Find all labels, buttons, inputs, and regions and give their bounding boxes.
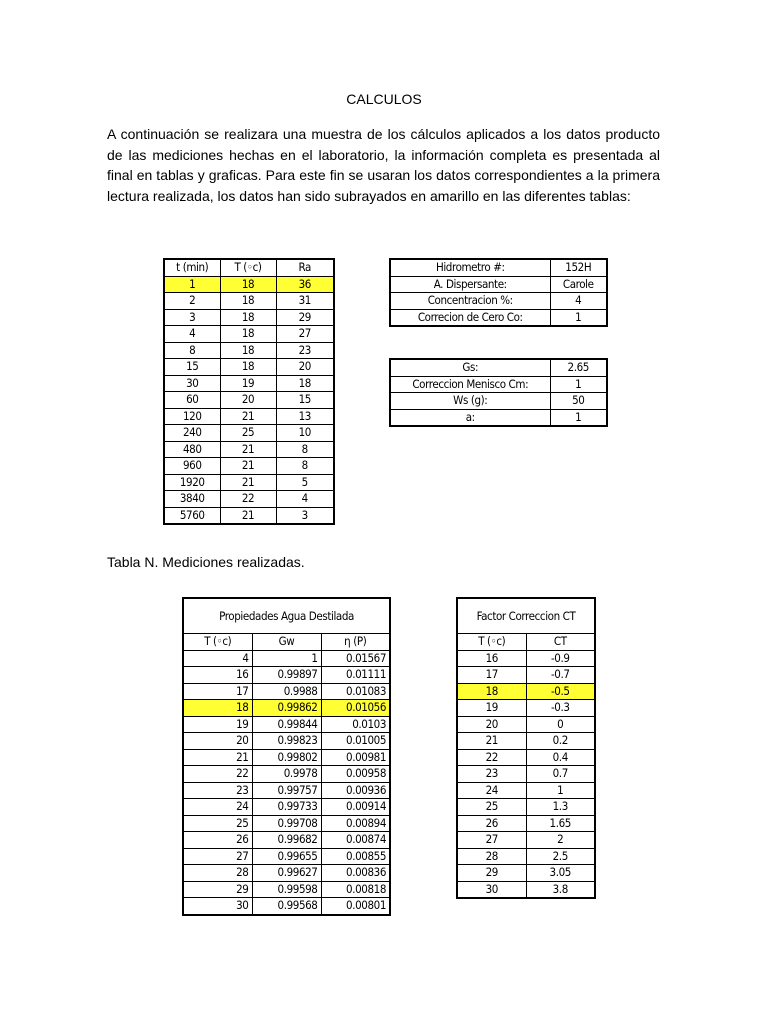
time-cell: 240 xyxy=(164,425,220,442)
table-row xyxy=(457,733,595,750)
water-table-title: Propiedades Agua Destilada xyxy=(183,598,390,634)
temperature-cell: 18 xyxy=(220,359,276,376)
temperature-cell: 21 xyxy=(220,408,276,425)
reading-cell: 5 xyxy=(276,474,334,491)
table-row xyxy=(183,766,390,783)
temperature-cell: 26 xyxy=(183,832,252,849)
gw-cell: 0.9988 xyxy=(252,683,321,700)
gw-cell: 0.99627 xyxy=(252,865,321,882)
ct-cell: -0.3 xyxy=(526,700,595,717)
parameter-label: Gs: xyxy=(390,359,550,376)
ct-correction-table xyxy=(456,597,596,899)
temperature-cell: 19 xyxy=(183,716,252,733)
temperature-cell: 25 xyxy=(220,425,276,442)
gw-cell: 0.99598 xyxy=(252,881,321,898)
temperature-cell: 17 xyxy=(457,667,526,684)
temperature-cell: 19 xyxy=(457,700,526,717)
measurements-table xyxy=(163,258,335,525)
parameter-value: Carole xyxy=(550,276,607,293)
table-row xyxy=(457,815,595,832)
parameter-label: Hidrometro #: xyxy=(390,259,550,276)
ct-cell: 0 xyxy=(526,716,595,733)
table-row xyxy=(183,815,390,832)
temperature-cell: 21 xyxy=(220,507,276,524)
temperature-cell: 16 xyxy=(183,667,252,684)
temperature-cell: 18 xyxy=(220,276,276,293)
temperature-cell: 26 xyxy=(457,815,526,832)
table-row xyxy=(164,309,334,326)
temperature-cell: 19 xyxy=(220,375,276,392)
temperature-cell: 21 xyxy=(220,441,276,458)
gw-cell: 0.99757 xyxy=(252,782,321,799)
temperature-cell: 20 xyxy=(183,733,252,750)
gw-cell: 0.9978 xyxy=(252,766,321,783)
temperature-cell: 30 xyxy=(183,898,252,915)
reading-cell: 27 xyxy=(276,326,334,343)
table-row xyxy=(457,667,595,684)
ct-cell: -0.7 xyxy=(526,667,595,684)
table-row xyxy=(164,458,334,475)
table-row xyxy=(183,733,390,750)
table-row xyxy=(457,782,595,799)
col-header-ct: CT xyxy=(526,634,595,651)
table-row xyxy=(457,848,595,865)
col-header-temperature: T (◦c) xyxy=(220,259,276,276)
time-cell: 2 xyxy=(164,293,220,310)
temperature-cell: 30 xyxy=(457,881,526,898)
time-cell: 1920 xyxy=(164,474,220,491)
reading-cell: 4 xyxy=(276,491,334,508)
table-row xyxy=(183,848,390,865)
reading-cell: 10 xyxy=(276,425,334,442)
temperature-cell: 24 xyxy=(457,782,526,799)
ct-cell: 0.7 xyxy=(526,766,595,783)
time-cell: 8 xyxy=(164,342,220,359)
measurements-header-row xyxy=(164,259,334,276)
parameter-label: A. Dispersante: xyxy=(390,276,550,293)
table-row xyxy=(164,342,334,359)
table-row xyxy=(164,375,334,392)
viscosity-cell: 0.00836 xyxy=(321,865,390,882)
temperature-cell: 23 xyxy=(183,782,252,799)
table-row xyxy=(183,898,390,915)
table-row xyxy=(164,392,334,409)
temperature-cell: 17 xyxy=(183,683,252,700)
table-row xyxy=(390,359,607,376)
temperature-cell: 29 xyxy=(457,865,526,882)
parameter-label: Ws (g): xyxy=(390,393,550,410)
table-row xyxy=(164,359,334,376)
viscosity-cell: 0.00958 xyxy=(321,766,390,783)
table-row xyxy=(164,425,334,442)
ct-cell: 1.3 xyxy=(526,799,595,816)
time-cell: 3840 xyxy=(164,491,220,508)
time-cell: 15 xyxy=(164,359,220,376)
parameter-value: 4 xyxy=(550,293,607,310)
temperature-cell: 25 xyxy=(457,799,526,816)
viscosity-cell: 0.00855 xyxy=(321,848,390,865)
table-row xyxy=(390,376,607,393)
temperature-cell: 4 xyxy=(183,650,252,667)
table-row xyxy=(183,667,390,684)
water-properties-table xyxy=(182,597,391,916)
reading-cell: 13 xyxy=(276,408,334,425)
parameter-value: 1 xyxy=(550,409,607,426)
table-row xyxy=(183,716,390,733)
reading-cell: 15 xyxy=(276,392,334,409)
time-cell: 5760 xyxy=(164,507,220,524)
viscosity-cell: 0.01056 xyxy=(321,700,390,717)
table-row xyxy=(457,865,595,882)
temperature-cell: 27 xyxy=(183,848,252,865)
ct-table-title: Factor Correccion CT xyxy=(457,598,595,634)
table-row xyxy=(390,259,607,276)
time-cell: 480 xyxy=(164,441,220,458)
temperature-cell: 27 xyxy=(457,832,526,849)
table-row xyxy=(457,716,595,733)
viscosity-cell: 0.01111 xyxy=(321,667,390,684)
time-cell: 4 xyxy=(164,326,220,343)
temperature-cell: 20 xyxy=(457,716,526,733)
parameter-label: a: xyxy=(390,409,550,426)
temperature-cell: 21 xyxy=(457,733,526,750)
viscosity-cell: 0.01005 xyxy=(321,733,390,750)
table-row xyxy=(457,700,595,717)
temperature-cell: 18 xyxy=(183,700,252,717)
table-row xyxy=(457,766,595,783)
ct-cell: 3.8 xyxy=(526,881,595,898)
table-row xyxy=(457,799,595,816)
gw-cell: 0.99708 xyxy=(252,815,321,832)
viscosity-cell: 0.00936 xyxy=(321,782,390,799)
reading-cell: 29 xyxy=(276,309,334,326)
parameter-value: 2.65 xyxy=(550,359,607,376)
table-row xyxy=(457,881,595,898)
viscosity-cell: 0.00981 xyxy=(321,749,390,766)
time-cell: 30 xyxy=(164,375,220,392)
table-row xyxy=(183,782,390,799)
gw-cell: 0.99655 xyxy=(252,848,321,865)
parameter-label: Concentracion %: xyxy=(390,293,550,310)
gw-cell: 0.99897 xyxy=(252,667,321,684)
table-row xyxy=(164,408,334,425)
water-header-row xyxy=(183,634,390,651)
viscosity-cell: 0.00801 xyxy=(321,898,390,915)
parameter-value: 50 xyxy=(550,393,607,410)
temperature-cell: 21 xyxy=(220,474,276,491)
reading-cell: 36 xyxy=(276,276,334,293)
table-row xyxy=(183,799,390,816)
table-row xyxy=(390,309,607,326)
table-row xyxy=(457,749,595,766)
viscosity-cell: 0.01567 xyxy=(321,650,390,667)
reading-cell: 31 xyxy=(276,293,334,310)
table-row xyxy=(164,507,334,524)
ct-cell: 1.65 xyxy=(526,815,595,832)
parameter-value: 152H xyxy=(550,259,607,276)
temperature-cell: 21 xyxy=(183,749,252,766)
parameters-table xyxy=(389,358,608,427)
table-row xyxy=(183,683,390,700)
gw-cell: 0.99682 xyxy=(252,832,321,849)
temperature-cell: 22 xyxy=(220,491,276,508)
table-caption: Tabla N. Mediciones realizadas. xyxy=(107,554,305,570)
viscosity-cell: 0.01083 xyxy=(321,683,390,700)
table-row xyxy=(390,293,607,310)
parameter-label: Correccion Menisco Cm: xyxy=(390,376,550,393)
time-cell: 3 xyxy=(164,309,220,326)
viscosity-cell: 0.00874 xyxy=(321,832,390,849)
temperature-cell: 25 xyxy=(183,815,252,832)
page-title: CALCULOS xyxy=(346,91,422,107)
parameter-value: 1 xyxy=(550,376,607,393)
temperature-cell: 29 xyxy=(183,881,252,898)
gw-cell: 0.99862 xyxy=(252,700,321,717)
temperature-cell: 28 xyxy=(457,848,526,865)
time-cell: 960 xyxy=(164,458,220,475)
table-row xyxy=(183,749,390,766)
table-row xyxy=(390,409,607,426)
reading-cell: 18 xyxy=(276,375,334,392)
temperature-cell: 16 xyxy=(457,650,526,667)
ct-cell: 2 xyxy=(526,832,595,849)
temperature-cell: 24 xyxy=(183,799,252,816)
viscosity-cell: 0.00894 xyxy=(321,815,390,832)
gw-cell: 0.99733 xyxy=(252,799,321,816)
col-header-reading: Ra xyxy=(276,259,334,276)
temperature-cell: 28 xyxy=(183,865,252,882)
ct-cell: 2.5 xyxy=(526,848,595,865)
viscosity-cell: 0.0103 xyxy=(321,716,390,733)
temperature-cell: 23 xyxy=(457,766,526,783)
reading-cell: 8 xyxy=(276,458,334,475)
table-row xyxy=(457,832,595,849)
temperature-cell: 18 xyxy=(457,683,526,700)
table-row xyxy=(164,474,334,491)
table-row xyxy=(390,393,607,410)
parameter-value: 1 xyxy=(550,309,607,326)
table-row xyxy=(164,276,334,293)
table-row xyxy=(183,700,390,717)
ct-cell: 1 xyxy=(526,782,595,799)
gw-cell: 0.99568 xyxy=(252,898,321,915)
table-row xyxy=(164,326,334,343)
time-cell: 120 xyxy=(164,408,220,425)
reading-cell: 20 xyxy=(276,359,334,376)
table-row xyxy=(390,276,607,293)
table-row xyxy=(183,881,390,898)
table-row xyxy=(457,650,595,667)
ct-cell: -0.9 xyxy=(526,650,595,667)
reading-cell: 23 xyxy=(276,342,334,359)
water-table-title-row xyxy=(183,598,390,634)
col-header-time: t (min) xyxy=(164,259,220,276)
gw-cell: 0.99823 xyxy=(252,733,321,750)
gw-cell: 0.99844 xyxy=(252,716,321,733)
reading-cell: 3 xyxy=(276,507,334,524)
ct-cell: 3.05 xyxy=(526,865,595,882)
table-row xyxy=(164,441,334,458)
time-cell: 1 xyxy=(164,276,220,293)
temperature-cell: 22 xyxy=(457,749,526,766)
time-cell: 60 xyxy=(164,392,220,409)
temperature-cell: 21 xyxy=(220,458,276,475)
temperature-cell: 18 xyxy=(220,293,276,310)
reading-cell: 8 xyxy=(276,441,334,458)
table-row xyxy=(183,832,390,849)
ct-cell: 0.2 xyxy=(526,733,595,750)
parameter-label: Correcion de Cero Co: xyxy=(390,309,550,326)
table-row xyxy=(164,491,334,508)
viscosity-cell: 0.00818 xyxy=(321,881,390,898)
intro-paragraph: A continuación se realizara una muestra de los cálculos aplicados a los datos producto de las mediciones hechas en el laboratorio, la información completa es presentada al final en tablas y graficas. Para este fin se usaran los datos correspondientes a la primera lectura realizada, los datos han sido subrayados en amarillo en las diferentes tablas: xyxy=(107,126,660,204)
col-header-temperature: T (◦c) xyxy=(183,634,252,651)
table-row xyxy=(164,293,334,310)
col-header-gw: Gw xyxy=(252,634,321,651)
gw-cell: 1 xyxy=(252,650,321,667)
col-header-viscosity: η (P) xyxy=(321,634,390,651)
viscosity-cell: 0.00914 xyxy=(321,799,390,816)
ct-table-title-row xyxy=(457,598,595,634)
temperature-cell: 20 xyxy=(220,392,276,409)
temperature-cell: 18 xyxy=(220,309,276,326)
temperature-cell: 18 xyxy=(220,326,276,343)
hydrometer-table xyxy=(389,258,608,327)
table-row xyxy=(183,650,390,667)
col-header-temperature: T (◦c) xyxy=(457,634,526,651)
temperature-cell: 22 xyxy=(183,766,252,783)
temperature-cell: 18 xyxy=(220,342,276,359)
ct-cell: 0.4 xyxy=(526,749,595,766)
ct-cell: -0.5 xyxy=(526,683,595,700)
table-row xyxy=(183,865,390,882)
ct-header-row xyxy=(457,634,595,651)
gw-cell: 0.99802 xyxy=(252,749,321,766)
table-row xyxy=(457,683,595,700)
